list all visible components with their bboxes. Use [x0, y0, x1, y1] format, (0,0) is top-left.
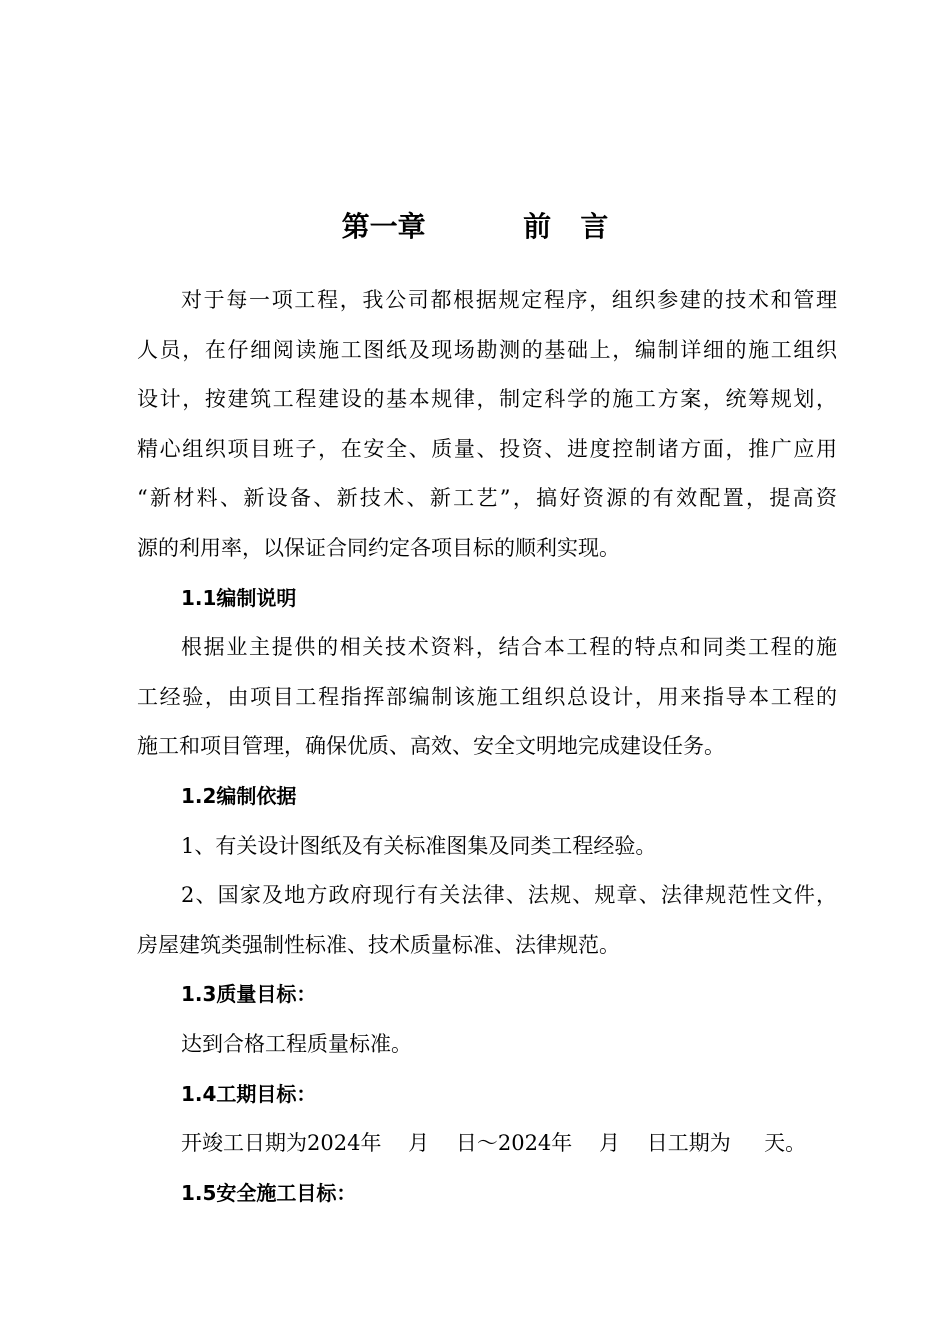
paragraph-line: 施工和项目管理，确保优质、高效、安全文明地完成建设任务。 [137, 734, 725, 759]
intro-line: 源的利用率，以保证合同约定各项目标的顺利实现。 [137, 535, 620, 560]
paragraph-line: 房屋建筑类强制性标准、技术质量标准、法律规范。 [137, 932, 620, 957]
quality-target-text: 达到合格工程质量标准。 [181, 1031, 412, 1056]
paragraph-line: 工经验，由项目工程指挥部编制该施工组织总设计，用来指导本工程的 [137, 684, 837, 709]
document-body [137, 276, 837, 1218]
intro-line: 设计，按建筑工程建设的基本规律，制定科学的施工方案，统筹规划， [137, 387, 837, 412]
section-heading-1-1: 1.1编制说明 [181, 585, 297, 610]
basis-item-1: 1、有关设计图纸及有关标准图集及同类工程经验。 [181, 833, 657, 858]
intro-line: “新材料、新设备、新技术、新工艺”，搞好资源的有效配置，提高资 [137, 486, 837, 511]
section-heading-1-3: 1.3质量目标： [181, 982, 317, 1007]
paragraph-line: 根据业主提供的相关技术资料，结合本工程的特点和同类工程的施 [181, 635, 837, 660]
chapter-title: 第一章 前 言 [341, 210, 609, 243]
intro-line: 精心组织项目班子，在安全、质量、投资、进度控制诸方面，推广应用 [137, 436, 837, 461]
intro-paragraph [137, 276, 837, 574]
section-1-1-paragraph [137, 623, 837, 772]
basis-item-2 [137, 871, 837, 970]
intro-line: 人员，在仔细阅读施工图纸及现场勘测的基础上，编制详细的施工组织 [137, 337, 837, 362]
section-heading-1-5: 1.5安全施工目标： [181, 1180, 357, 1205]
intro-line: 对于每一项工程，我公司都根据规定程序，组织参建的技术和管理 [181, 288, 837, 312]
schedule-target-text: 开竣工日期为2024年 月 日～2024年 月 日工期为 天。 [181, 1131, 807, 1156]
paragraph-line: 2、国家及地方政府现行有关法律、法规、规章、法律规范性文件， [181, 883, 837, 908]
section-heading-1-4: 1.4工期目标： [181, 1081, 317, 1106]
section-heading-1-2: 1.2编制依据 [181, 783, 297, 808]
